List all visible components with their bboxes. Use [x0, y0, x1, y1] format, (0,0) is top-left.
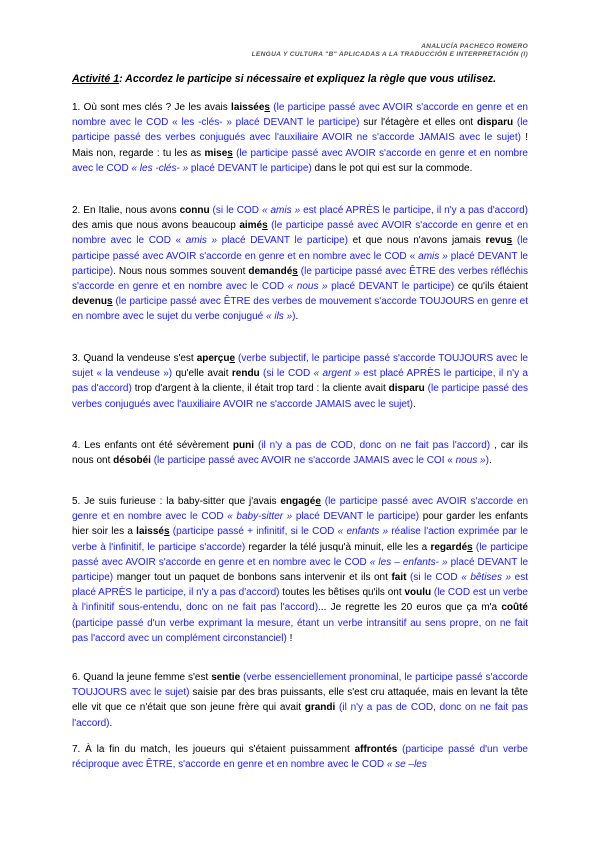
exercise-paragraph-7	[72, 742, 528, 772]
answer-word: fait	[391, 572, 407, 584]
explanation: (le participe passé avec AVOIR s'accorde en genre et en nombre avec le COD « baby-sitter » placé DEVANT le participe)	[72, 496, 529, 523]
explanation: (le participe passé avec AVOIR s'accorde en genre et en nombre avec le COD « amis » placé DEVANT le participe)	[72, 235, 528, 277]
explanation: (verbe subjectif, le participe passé s'accorde TOUJOURS avec le sujet « la vendeuse »)	[72, 353, 528, 380]
activity-title	[72, 73, 542, 85]
answer-word: rendu	[231, 368, 260, 380]
text: manger tout un paquet de bonbons sans intervenir et ils ont	[113, 572, 392, 584]
exercise-paragraph-3	[72, 351, 528, 412]
activity-instruction: : Accordez le participe si nécessaire et expliquez la règle que vous utilisez.	[119, 73, 497, 85]
answer-word: coûté	[501, 602, 528, 614]
text: trop d'argent à la cliente, il était trop tard : la cliente avait	[131, 383, 389, 395]
text: regarder la télé jusqu'à minuit, elle les a	[245, 541, 431, 553]
answer-word: grandi	[304, 702, 336, 714]
text: ! Mais non, regarde : tu les as	[72, 132, 528, 159]
answer-word: aimés	[239, 220, 268, 232]
exercise-paragraph-5	[72, 494, 528, 646]
answer-word: devenus	[72, 296, 113, 308]
text: 3. Quand la vendeuse s'est	[72, 353, 197, 364]
text: 4. Les enfants ont été sévèrement	[72, 440, 233, 451]
answer-word: affrontés	[354, 744, 398, 755]
answer-word: disparu	[476, 117, 514, 129]
explanation: (le participe passé avec AVOIR s'accorde en genre et en nombre avec le COD « amis » placé DEVANT le participe)	[72, 220, 528, 247]
text: saisie par des bras puissants, elle s'est cru attaquée, mais en levant la tête elle vit que ce n'était que son jeune frère qui avait	[72, 687, 529, 714]
explanation: (si le COD « amis » est placé APRÈS le participe, il n'y a pas d'accord)	[209, 205, 529, 216]
answer-word: puni	[232, 440, 255, 451]
explanation: (le participe passé des verbes conjugués avec l'auxiliaire AVOIR ne s'accorde JAMAIS avec le sujet)	[72, 117, 528, 144]
text: pour garder les enfants hier soir les a	[72, 511, 528, 538]
answer-word: laissés	[136, 526, 170, 538]
text: qu'elle avait	[172, 368, 232, 380]
answer-word: engagée	[280, 496, 321, 507]
text: .	[295, 311, 299, 323]
exercise-paragraph-1	[72, 100, 528, 176]
exercise-paragraph-2	[72, 203, 528, 325]
activity-label: Activité 1	[72, 73, 120, 85]
explanation: (participe passé + infinitif, si le COD « enfants » réalise l'action exprimée par le verbe à l'infinitif, le participe s'accorde)	[72, 526, 529, 553]
explanation: (si le COD « argent » est placé APRÈS le participe, il n'y a pas d'accord)	[72, 368, 528, 395]
answer-word: désobéi	[113, 455, 151, 467]
answer-word: voulu	[404, 587, 432, 599]
text: 2. En Italie, nous avons	[72, 205, 180, 216]
text: dans le pot qui est sur la commode.	[311, 162, 473, 174]
explanation: (le participe passé avec ÊTRE des verbes réfléchis s'accorde en genre et en nombre avec le COD « nous » placé DEVANT le participe)	[72, 265, 528, 293]
explanation: (le COD est un verbe à l'infinitif sous-entendu, donc on ne fait pas l'accord)	[72, 587, 528, 614]
explanation: (participe passé d'un verbe réciproque avec ÊTRE, s'accorde en genre et en nombre avec le COD « se –les	[72, 744, 528, 771]
explanation: (participe passé d'un verbe exprimant la mesure, étant un verbe intransitif au sens propre, on ne fait pas l'accord avec un complément circonstanciel)	[72, 617, 528, 644]
text: ce qu'ils étaient	[454, 281, 528, 293]
explanation: (si le COD « bêtises » est placé APRÈS le participe, il n'y a pas d'accord)	[72, 572, 528, 599]
explanation: (le participe passé avec AVOIR s'accorde en genre et en nombre avec le COD « les -clés- » placé DEVANT le participe)	[72, 102, 528, 129]
explanation: (il n'y a pas de COD, donc on ne fait pas l'accord)	[254, 440, 491, 451]
answer-word: regardés	[430, 541, 473, 553]
text: .	[488, 455, 492, 467]
text: .	[413, 398, 416, 410]
text: et que nous n'avons jamais	[348, 235, 486, 247]
explanation: (le participe passé des verbes conjugués avec l'auxiliaire AVOIR ne s'accorde JAMAIS avec le sujet)	[72, 383, 529, 410]
explanation: (verbe essenciellement pronominal, le participe passé s'accorde TOUJOURS avec le sujet)	[72, 672, 528, 699]
text: , car ils nous ont	[72, 440, 529, 467]
text: 1. Où sont mes clés ? Je les avais	[72, 102, 232, 113]
answer-word: connu	[179, 205, 210, 216]
answer-word: aperçue	[196, 353, 236, 364]
text: 6. Quand la jeune femme s'est	[72, 672, 212, 683]
answer-word: mises	[204, 147, 233, 159]
header-course: LENGUA Y CULTURA "B" APLICADAS A LA TRADUCCIÓN E INTERPRETACIÓN (I)	[251, 51, 528, 58]
answer-word: sentie	[211, 672, 241, 683]
text: . Nous nous sommes souvent	[113, 265, 249, 277]
text: ... Je regrette les 20 euros que ça m'a	[318, 602, 502, 614]
explanation: (le participe passé avec AVOIR s'accorde en genre et en nombre avec le COD « les -clés- » placé DEVANT le participe)	[72, 147, 528, 174]
exercise-paragraph-6	[72, 670, 528, 731]
text: !	[286, 632, 293, 644]
exercise-paragraph-4	[72, 438, 528, 468]
header-author: ANALUCÍA PACHECO ROMERO	[421, 43, 528, 50]
answer-word: demandés	[248, 265, 298, 277]
text: sur l'étagère et elles ont	[359, 117, 477, 129]
explanation: (le participe passé avec AVOIR ne s'accorde JAMAIS avec le COI « nous »)	[150, 455, 489, 467]
answer-word: disparu	[388, 383, 425, 395]
answer-word: laissées	[231, 102, 270, 113]
explanation: (le participe passé avec AVOIR s'accorde en genre et en nombre avec le COD « les – enfants- » placé DEVANT le participe)	[72, 541, 529, 584]
explanation: (le participe passé avec ÊTRE des verbes de mouvement s'accorde TOUJOURS en genre et en nombre avec le sujet du verbe conjugué « ils »)	[72, 296, 528, 323]
text: .	[109, 717, 113, 729]
text: des amis que nous avons beaucoup	[72, 220, 240, 232]
answer-word: revus	[485, 235, 513, 247]
text: 7. À la fin du match, les joueurs qui s'étaient puissamment	[72, 744, 355, 755]
text: toutes les bêtises qu'ils ont	[279, 587, 405, 599]
explanation: (il n'y a pas de COD, donc on ne fait pas l'accord)	[72, 702, 528, 729]
text: 5. Je suis furieuse : la baby-sitter que j'avais	[72, 496, 281, 507]
